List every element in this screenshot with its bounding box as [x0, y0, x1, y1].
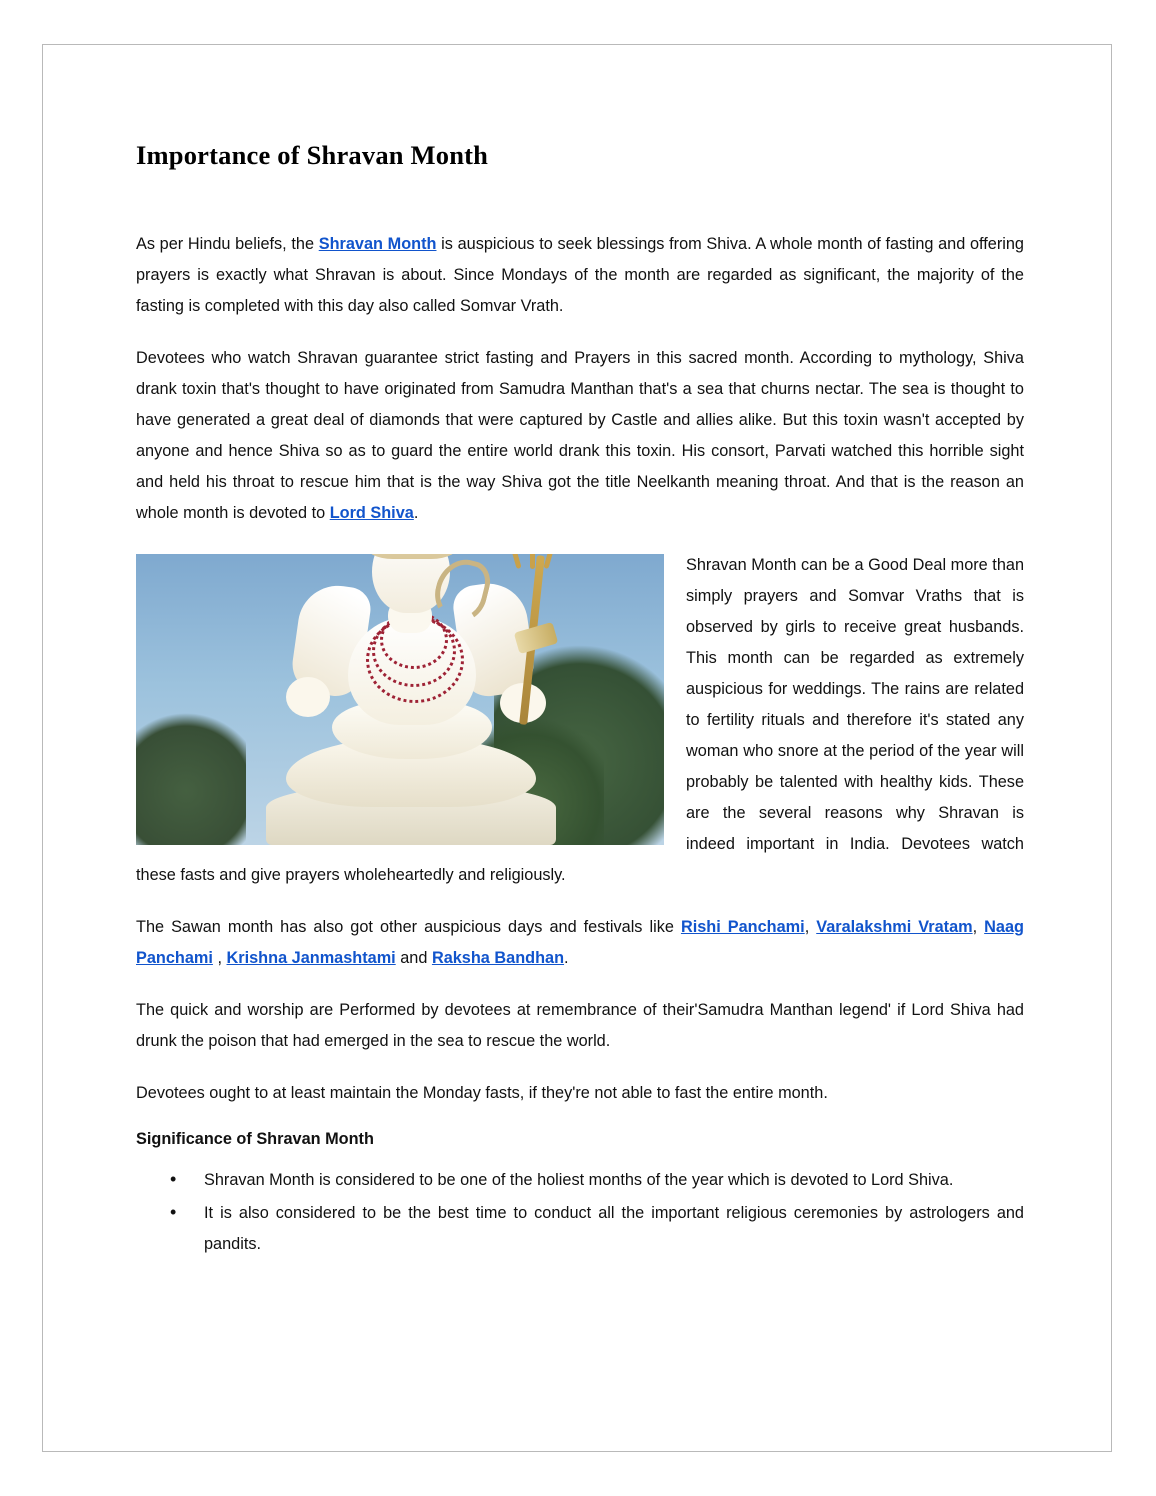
link-krishna-janmashtami[interactable]: Krishna Janmashtami	[226, 949, 396, 967]
paragraph-festivals	[136, 912, 1024, 974]
list-item: • It is also considered to be the best time to conduct all the important religious ceremonies by astrologers and pandits.	[204, 1198, 1024, 1260]
link-rishi-panchami[interactable]: Rishi Panchami	[680, 918, 805, 936]
separator-3: ,	[212, 949, 227, 967]
link-lord-shiva[interactable]: Lord Shiva	[329, 504, 414, 522]
page-title: Importance of Shravan Month	[136, 140, 489, 170]
significance-list	[136, 1165, 1024, 1260]
separator-4: and	[395, 949, 432, 967]
paragraph-intro-text-2: is auspicious to seek blessings from Shiva. A whole month of fasting and offering prayers is exactly what Shravan is about. Since Mondays of the month are regarded as significant, the majority of the fasting is completed with this day also called Somvar Vrath.	[136, 235, 1024, 315]
separator-2: ,	[972, 918, 985, 936]
document-page	[42, 44, 1112, 1452]
paragraph-mythology-text-2: .	[413, 504, 419, 522]
paragraph-festivals-text-1: The Sawan month has also got other auspicious days and festivals like	[136, 918, 681, 936]
paragraph-intro	[136, 229, 1024, 322]
link-shravan-month[interactable]: Shravan Month	[318, 235, 437, 253]
list-item: • Shravan Month is considered to be one of the holiest months of the year which is devoted to Lord Shiva.	[204, 1165, 1024, 1196]
paragraph-festivals-end: .	[564, 949, 569, 967]
paragraph-monday-fasts: Devotees ought to at least maintain the Monday fasts, if they're not able to fast the entire month.	[136, 1084, 828, 1102]
section-heading-significance: Significance of Shravan Month	[136, 1130, 374, 1148]
lord-shiva-statue-photo	[136, 554, 664, 845]
separator-1: ,	[804, 918, 817, 936]
statue-hand-left	[286, 677, 330, 717]
link-raksha-bandhan[interactable]: Raksha Bandhan	[431, 949, 565, 967]
link-varalakshmi-vratam[interactable]: Varalakshmi Vratam	[816, 918, 973, 936]
tree-left	[136, 701, 246, 845]
paragraph-worship: The quick and worship are Performed by devotees at remembrance of their'Samudra Manthan legend' if Lord Shiva had drunk the poison that had emerged in the sea to rescue the world.	[136, 1001, 1024, 1050]
paragraph-mythology-text-1: Devotees who watch Shravan guarantee strict fasting and Prayers in this sacred month. According to mythology, Shiva drank toxin that's thought to have originated from Samudra Manthan that's a sea that churns nectar. The sea is thought to have generated a great deal of diamonds that were captured by Castle and allies alike. But this toxin wasn't accepted by anyone and hence Shiva so as to guard the entire world drank this toxin. His consort, Parvati watched this horrible sight and held his throat to rescue him that is the way Shiva got the title Neelkanth meaning throat. And that is the reason an whole month is devoted to	[136, 349, 1024, 522]
paragraph-mythology	[136, 343, 1024, 529]
paragraph-intro-text-1: As per Hindu beliefs, the	[136, 235, 319, 253]
paragraph-wrapped-around-figure: Shravan Month can be a Good Deal more than simply prayers and Somvar Vraths that is observed by girls to receive great husbands. This month can be regarded as extremely auspicious for weddings. The rains are related to fertility rituals and therefore it's stated any woman who snore at the period of the year will probably be talented with healthy kids. These are the several reasons why Shravan is indeed important in India. Devotees watch these fasts and give prayers wholeheartedly and religiously.	[136, 556, 1024, 884]
link-naag-panchami[interactable]: Naag Panchami	[136, 918, 1024, 967]
trident-icon	[512, 554, 554, 569]
document-body	[136, 140, 1024, 1262]
figure-with-text-block	[136, 550, 1024, 912]
